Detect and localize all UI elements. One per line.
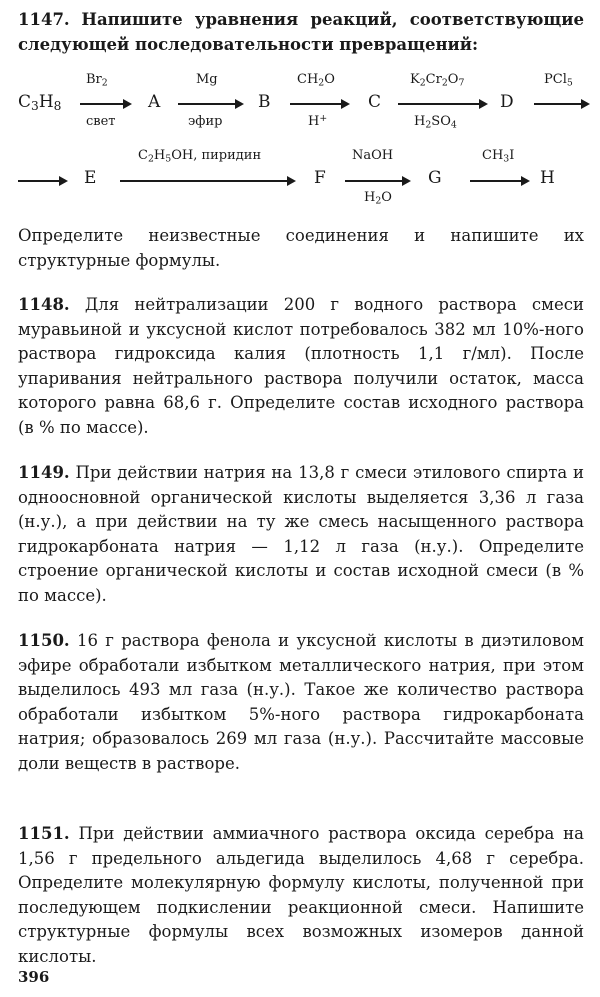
node-c: C [368,92,382,112]
node-f: F [314,168,326,188]
problem-number: 1150. [18,631,70,650]
node-b: B [258,92,271,112]
reaction-arrow-9 [470,180,528,182]
problem-text: При действии аммиачного раствора оксида серебра на 1,56 г предельного альдегида выделилось 4,68 г серебра. Определите молекулярную формулу кислоты, полученной при последующем подкислении реакционной смеси. Напишите структурные формулы всех возможных изомеров данной кислоты. [18,824,584,966]
arrow-3-above: $CH_2O$ [297,72,335,89]
reaction-arrow-3 [290,103,348,105]
arrow-4-below: $H_2SO_4$ [414,114,457,131]
node-d: D [500,92,514,112]
page-number: 396 [18,968,50,986]
reaction-arrow-1 [80,103,130,105]
reaction-arrow-2 [178,103,242,105]
problem-number: 1151. [18,824,70,843]
arrow-3-below: H+ [308,112,328,129]
arrow-2-below: эфир [188,114,223,129]
problem-1151 [18,822,584,970]
problem-text: 16 г раствора фенола и уксусной кислоты в диэтиловом эфире обработали избытком металлического натрия, при этом выделилось 493 мл газа (н.у.). Такое же количество раствора обработали избытком 5%-ного раствора гидрокарбоната натрия; образовалось 269 мл газа (н.у.). Рассчитайте массовые доли веществ в растворе. [18,631,584,773]
arrow-8-below: $H_2O$ [364,190,392,207]
problem-number: 1147. [18,10,70,29]
node-a: A [148,92,161,112]
arrow-1-below: свет [86,114,116,129]
problem-1150 [18,629,584,777]
arrow-7-above: $C_2H_5OH$, пиридин [138,148,262,165]
problem-1148 [18,293,584,441]
problem-text: Для нейтрализации 200 г водного раствора смеси муравьиной и уксусной кислот потребовалось 382 мл 10%-ного раствора гидроксида калия (плотность 1,1 г/мл). После упаривания нейтрального раствора получили остаток, масса которого равна 68,6 г. Определите состав исходного раствора (в % по массе). [18,295,584,437]
node-g: G [428,168,442,188]
node-e: E [84,168,97,188]
arrow-2-above: Mg [196,72,218,87]
arrow-5-above: PCl$_5$ [544,72,573,89]
arrow-8-above: NaOH [352,148,394,163]
reaction-arrow-5 [534,103,588,105]
problem-text: При действии натрия на 13,8 г смеси этилового спирта и одноосновной органической кислоты выделяется 3,36 л газа (н.у.), а при действии на ту же смесь насыщенного раствора гидрокарбоната натрия — 1,12 л газа (н.у.). Определите строение органической кислоты и состав исходной смеси (в % по массе). [18,463,584,605]
arrow-1-above: $Br_2$ [86,72,108,89]
node-h: H [540,168,555,188]
problem-1149 [18,461,584,609]
arrow-4-above: $K_2Cr_2O_7$ [410,72,465,89]
reaction-arrow-7 [120,180,294,182]
reaction-scheme [0,0,600,230]
scheme-start: $C_3H_8$ [18,92,62,114]
problem-1147-conclusion: Определите неизвестные соединения и напишите их структурные формулы. [18,226,584,270]
problem-number: 1148. [18,295,70,314]
arrow-9-above: $CH_3I$ [482,148,515,165]
reaction-arrow-4 [398,103,486,105]
reaction-arrow-8 [345,180,409,182]
reaction-arrow-6 [18,180,66,182]
problem-number: 1149. [18,463,70,482]
problem-text: Напишите уравнения реакций, соответствующие следующей последовательности превращений: [18,10,584,54]
